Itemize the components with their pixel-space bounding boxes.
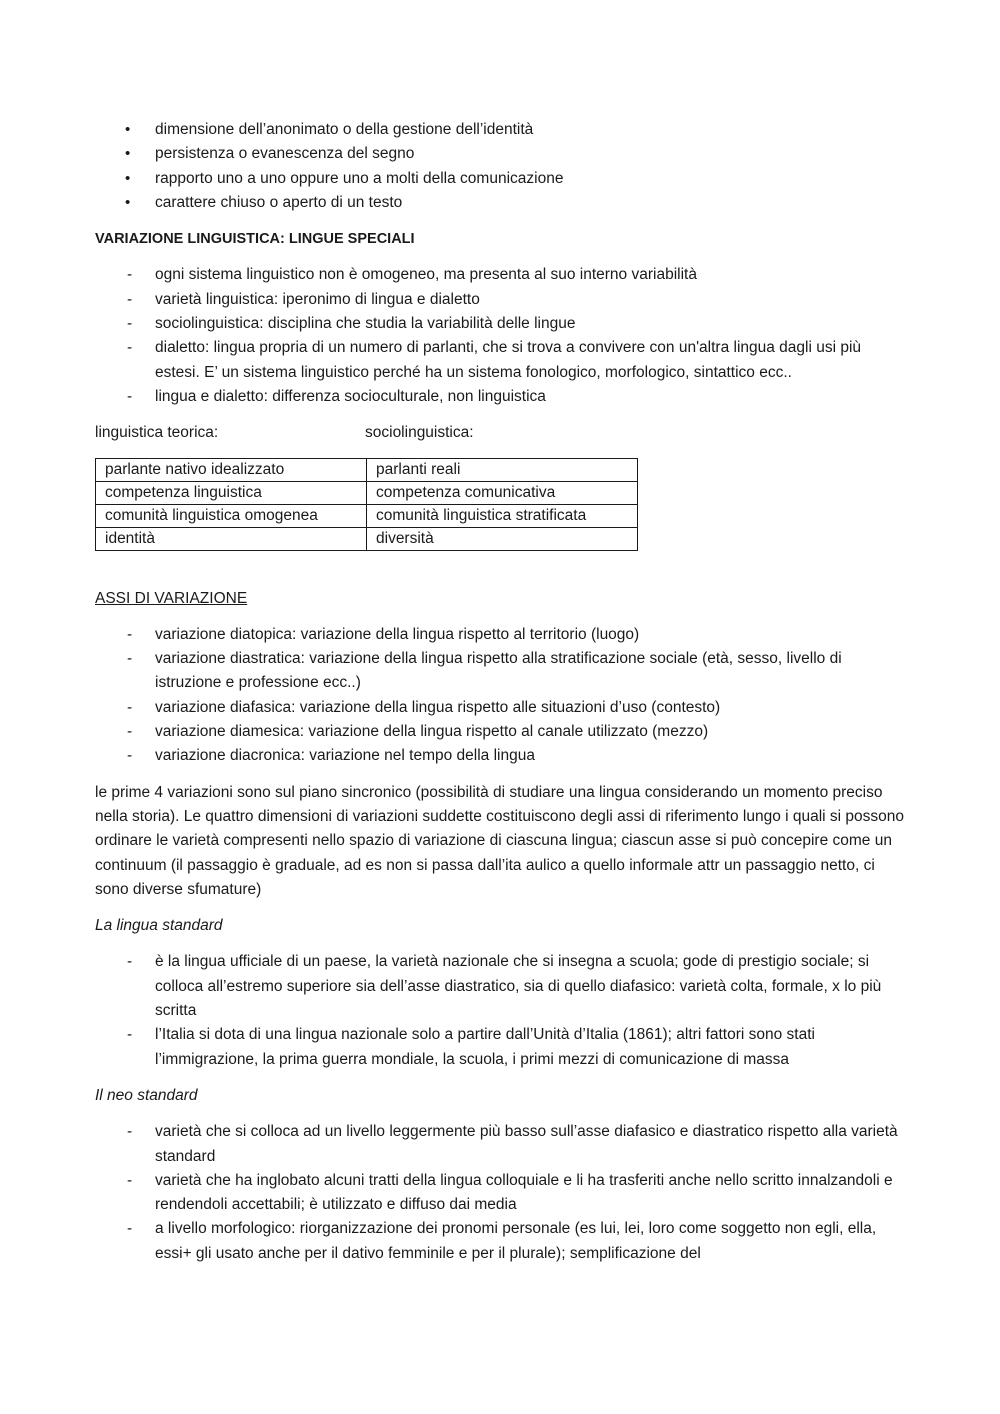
table-row — [96, 504, 638, 527]
section-heading-assi-di-variazione: ASSI DI VARIAZIONE — [95, 589, 248, 607]
lingua-standard-list — [95, 950, 910, 1071]
list-item — [95, 1120, 910, 1169]
list-item-text: variazione diamesica: variazione della lingua rispetto al canale utilizzato (mezzo) — [155, 723, 709, 741]
section-heading-neo-standard: Il neo standard — [95, 1086, 198, 1104]
table-cell: identità — [96, 527, 367, 550]
list-item-text: a livello morfologico: riorganizzazione dei pronomi personale (es lui, lei, loro come soggetto non egli, ella, essi+ gli usato anche per il dativo femminile e per il plurale); semplificazione del — [155, 1220, 877, 1262]
table-row — [96, 527, 638, 550]
comparison-labels — [95, 421, 910, 445]
list-item-text: l’Italia si dota di una lingua nazionale solo a partire dall’Unità d’Italia (1861); altri fattori sono stati l’immigrazione, la prima guerra mondiale, la scuola, i primi mezzi di comunicazione di massa — [155, 1026, 815, 1068]
list-item-text: persistenza o evanescenza del segno — [155, 145, 415, 163]
dash-marker: - — [127, 315, 133, 333]
section-heading-lingua-standard: La lingua standard — [95, 917, 223, 935]
dash-marker: - — [127, 747, 133, 765]
list-item — [95, 263, 910, 287]
list-item — [95, 1023, 910, 1072]
table-row — [96, 481, 638, 504]
list-item — [95, 1169, 910, 1218]
dash-marker: - — [127, 1220, 133, 1238]
list-item-text: varietà che si colloca ad un livello leggermente più basso sull’asse diafasico e diastratico rispetto alla varietà standard — [155, 1123, 898, 1165]
section-heading-lingue-speciali: VARIAZIONE LINGUISTICA: LINGUE SPECIALI — [95, 231, 415, 248]
list-item — [95, 744, 910, 768]
list-item-text: sociolinguistica: disciplina che studia la variabilità delle lingue — [155, 315, 576, 333]
list-item — [95, 142, 910, 166]
list-item — [95, 385, 910, 409]
comparison-table — [95, 458, 638, 551]
bullet-marker: • — [125, 193, 131, 211]
dash-marker: - — [127, 723, 133, 741]
dash-marker: - — [127, 650, 133, 668]
lingue-speciali-list — [95, 263, 910, 409]
linguistica-teorica-label: linguistica teorica: — [95, 424, 219, 442]
table-row — [96, 458, 638, 481]
dash-marker: - — [127, 266, 133, 284]
bullet-marker: • — [125, 169, 131, 187]
neo-standard-list — [95, 1120, 910, 1266]
table-cell: parlanti reali — [367, 458, 638, 481]
list-item-text: dimensione dell’anonimato o della gestione dell’identità — [155, 121, 534, 138]
sociolinguistica-label: sociolinguistica: — [365, 424, 474, 442]
list-item — [95, 191, 910, 215]
top-bullet-list — [95, 118, 910, 215]
list-item-text: variazione diafasica: variazione della lingua rispetto alle situazioni d’uso (contesto) — [155, 698, 721, 716]
table-cell: comunità linguistica omogenea — [96, 504, 367, 527]
list-item — [95, 720, 910, 744]
list-item — [95, 118, 910, 142]
list-item-text: lingua e dialetto: differenza socioculturale, non linguistica — [155, 387, 546, 405]
list-item — [95, 1217, 910, 1266]
list-item — [95, 950, 910, 1023]
list-item — [95, 696, 910, 720]
list-item-text: è la lingua ufficiale di un paese, la varietà nazionale che si insegna a scuola; gode di prestigio sociale; si colloca all’estremo superiore sia dell’asse diastratico, sia di quello diafasico: varietà colta, formale, x lo più scritta — [155, 953, 882, 1020]
table-cell: competenza comunicativa — [367, 481, 638, 504]
list-item — [95, 336, 910, 385]
list-item-text: variazione diastratica: variazione della lingua rispetto alla stratificazione sociale (età, sesso, livello di istruzione e professione ecc..) — [155, 650, 842, 692]
dash-marker: - — [127, 339, 133, 357]
assi-paragraph: le prime 4 variazioni sono sul piano sincronico (possibilità di studiare una lingua considerando un momento preciso nella storia). Le quattro dimensioni di variazioni suddette costituiscono degli assi di riferimento lungo i quali si possono ordinare le varietà compresenti nello spazio di variazione di ciascuna lingua; ciascun asse si può concepire come un continuum (il passaggio è graduale, ad es non si passa dall’ita aulico a quello informale attr un passaggio netto, ci sono diverse sfumature) — [95, 783, 905, 898]
bullet-marker: • — [125, 121, 131, 138]
list-item-text: variazione diacronica: variazione nel tempo della lingua — [155, 747, 535, 765]
page-content — [95, 118, 910, 1266]
list-item-text: rapporto uno a uno oppure uno a molti della comunicazione — [155, 169, 564, 187]
table-cell: parlante nativo idealizzato — [96, 458, 367, 481]
dash-marker: - — [127, 1123, 133, 1141]
list-item — [95, 167, 910, 191]
table-cell: comunità linguistica stratificata — [367, 504, 638, 527]
list-item — [95, 312, 910, 336]
table-cell: diversità — [367, 527, 638, 550]
list-item — [95, 288, 910, 312]
dash-marker: - — [127, 698, 133, 716]
dash-marker: - — [127, 625, 133, 643]
list-item-text: variazione diatopica: variazione della lingua rispetto al territorio (luogo) — [155, 625, 640, 643]
bullet-marker: • — [125, 145, 131, 163]
dash-marker: - — [127, 953, 133, 971]
dash-marker: - — [127, 387, 133, 405]
dash-marker: - — [127, 290, 133, 308]
list-item — [95, 647, 910, 696]
dash-marker: - — [127, 1171, 133, 1189]
list-item-text: carattere chiuso o aperto di un testo — [155, 193, 403, 211]
list-item-text: varietà che ha inglobato alcuni tratti della lingua colloquiale e li ha trasferiti anche nello scritto innalzandoli e rendendoli accettabili; è utilizzato e diffuso dai media — [155, 1171, 893, 1214]
list-item-text: dialetto: lingua propria di un numero di parlanti, che si trova a convivere con un'altra lingua dagli usi più estesi. E’ un sistema linguistico perché ha un sistema fonologico, morfologico, sintattico ecc.. — [155, 339, 862, 381]
list-item-text: ogni sistema linguistico non è omogeneo, ma presenta al suo interno variabilità — [155, 266, 697, 284]
list-item — [95, 623, 910, 647]
list-item-text: varietà linguistica: iperonimo di lingua e dialetto — [155, 290, 480, 308]
table-cell: competenza linguistica — [96, 481, 367, 504]
assi-di-variazione-list — [95, 623, 910, 769]
dash-marker: - — [127, 1026, 133, 1044]
